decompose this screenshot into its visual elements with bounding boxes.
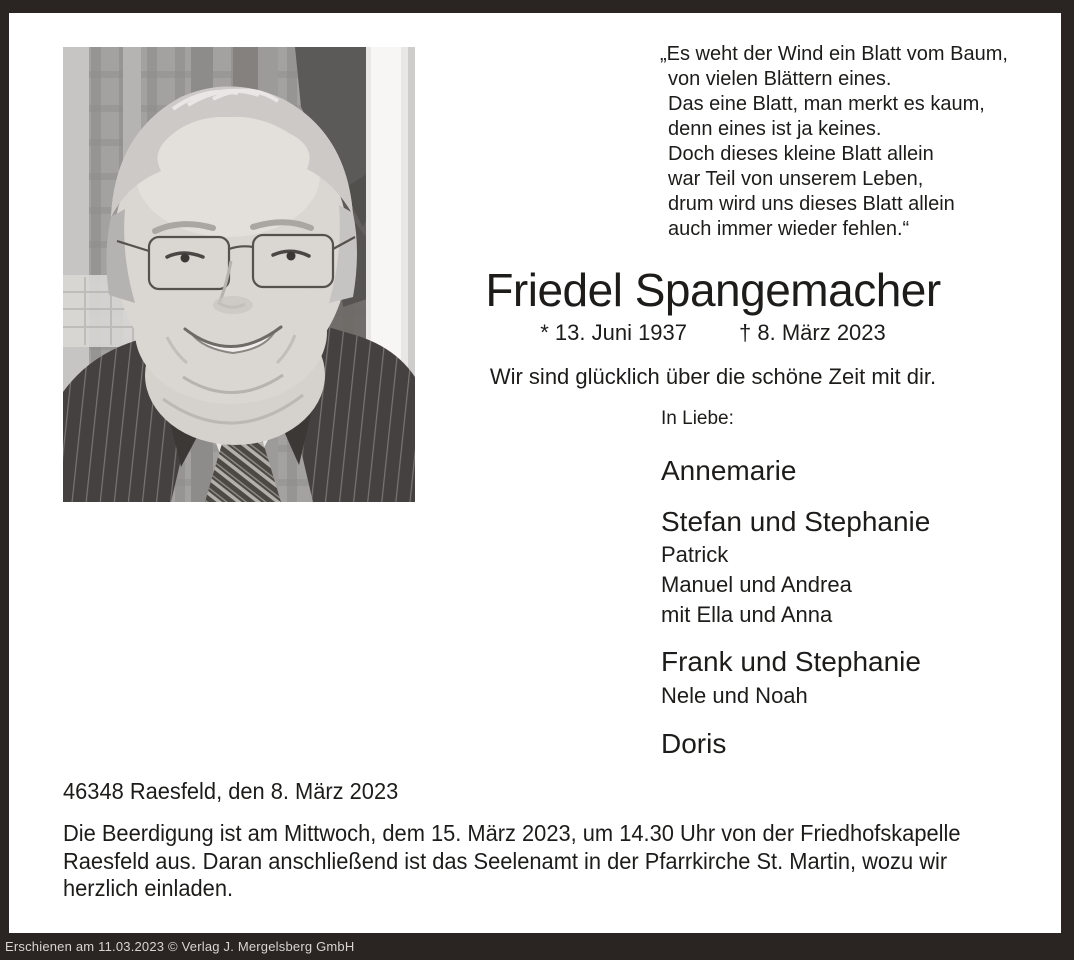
- poem-line: Doch dieses kleine Blatt allein: [668, 143, 934, 165]
- announcement-line: Raesfeld aus. Daran anschließend ist das Seelenamt in der Pfarrkirche St. Martin, wozu wir: [63, 847, 948, 874]
- deceased-name: Friedel Spangemacher: [485, 264, 941, 316]
- portrait-photo: [63, 47, 415, 502]
- mourner-name: Annemarie: [661, 455, 797, 486]
- mourner-name: Frank und Stephanie: [661, 646, 921, 677]
- poem-line: drum wird uns dieses Blatt allein: [668, 193, 955, 215]
- mourner-name: Patrick: [661, 542, 729, 567]
- poem-line: „Es weht der Wind ein Blatt vom Baum,: [660, 43, 1008, 65]
- birth-date: * 13. Juni 1937: [540, 320, 688, 345]
- place-and-date: 46348 Raesfeld, den 8. März 2023: [63, 778, 399, 804]
- mourners-intro: In Liebe:: [661, 408, 734, 429]
- death-date: † 8. März 2023: [739, 320, 886, 345]
- publisher-footer-text: Erschienen am 11.03.2023 © Verlag J. Mergelsberg GmbH: [5, 939, 355, 954]
- mourner-name: Doris: [661, 728, 727, 759]
- mourner-name: Manuel und Andrea: [661, 572, 852, 597]
- announcement-line: Die Beerdigung ist am Mittwoch, dem 15. März 2023, um 14.30 Uhr von der Friedhofskapelle: [63, 820, 961, 846]
- funeral-announcement: [63, 820, 1023, 903]
- poem-line: von vielen Blättern eines.: [668, 68, 892, 90]
- poem-line: Das eine Blatt, man merkt es kaum,: [668, 93, 985, 115]
- mourner-name: mit Ella und Anna: [661, 602, 833, 627]
- poem-line: auch immer wieder fehlen.“: [668, 218, 910, 240]
- mourner-name: Stefan und Stephanie: [661, 506, 931, 537]
- memorial-poem: [660, 42, 1008, 242]
- publisher-footer-bar: [0, 933, 1074, 960]
- tribute-line: Wir sind glücklich über die schöne Zeit mit dir.: [489, 364, 937, 389]
- announcement-line: herzlich einladen.: [63, 875, 234, 901]
- poem-line: denn eines ist ja keines.: [668, 118, 882, 140]
- poem-line: war Teil von unserem Leben,: [668, 168, 924, 190]
- mourner-name: Nele und Noah: [661, 683, 808, 708]
- life-dates: [440, 320, 986, 346]
